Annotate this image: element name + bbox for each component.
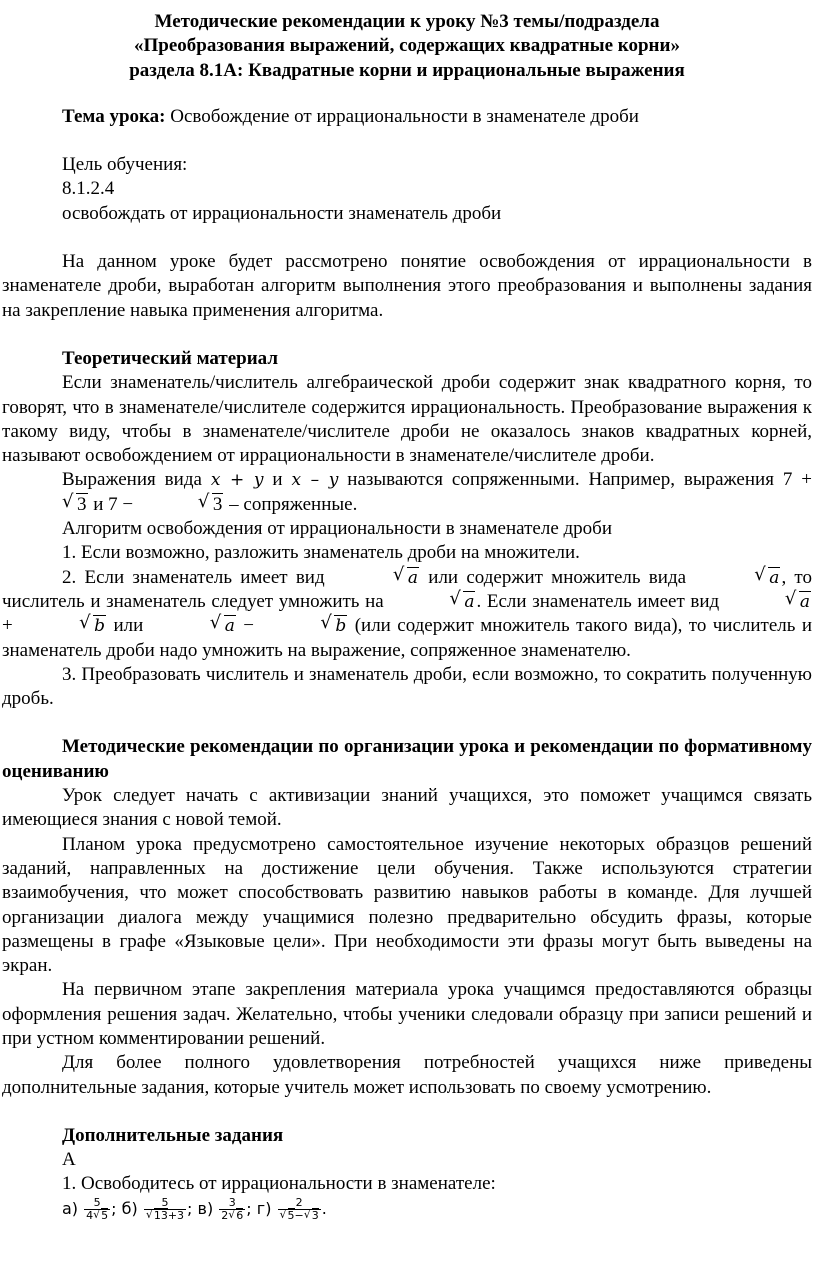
method-paragraph-4: Для более полного удовлетворения потребностей учащихся ниже приведены дополнительные задания, которые учитель может использовать по своему усмотрению. bbox=[2, 1052, 812, 1098]
theory-heading: Теоретический материал bbox=[62, 347, 278, 369]
sqrt-3: √ 3 bbox=[138, 493, 224, 517]
exercise-list: а) $\frac{5}{4√ 5}$ ; б) 5 √ 13+3 ; в) $\frac{3}{2√ 6}$ ; г) 2 √ 5−√ 3 . bbox=[2, 1197, 812, 1222]
title-line-2: «Преобразования выражений, содержащих квадратные корни» bbox=[134, 35, 680, 57]
goal-text: освобождать от иррациональности знаменатель дроби bbox=[62, 202, 502, 224]
algorithm-step-3: 3. Преобразовать числитель и знаменатель дроби, если возможно, то сократить полученную дробь. bbox=[2, 663, 812, 710]
method-paragraph-2: Планом урока предусмотрено самостоятельное изучение некоторых образцов решений заданий, направленных на достижение цели обучения. Также используются стратегии взаимобучения, что может способствовать развитию навыков работы в команде. Для лучшей организации диалога между учащимися полезно предварительно обсудить фразы, которые размещены в графе «Языковые цели». При необходимости эти фразы могут быть выведены на экран. bbox=[2, 833, 812, 977]
fraction-a: $\frac{5}{4√ 5}$ bbox=[84, 1197, 110, 1222]
extra-task-1: 1. Освободитесь от иррациональности в знаменателе: bbox=[62, 1173, 496, 1195]
fraction-b: 5 √ 13+3 bbox=[144, 1197, 186, 1222]
fraction-c: $\frac{3}{2√ 6}$ bbox=[219, 1197, 245, 1222]
algorithm-step-1: 1. Если возможно, разложить знаменатель дроби на множители. bbox=[62, 542, 580, 564]
method-paragraph-1: Урок следует начать с активизации знаний учащихся, это поможет учащимся связать имеющиеся знания с новой темой. bbox=[2, 785, 812, 831]
algorithm-title: Алгоритм освобождения от иррациональности в знаменателе дроби bbox=[62, 518, 613, 540]
algorithm-step-2: 2. Если знаменатель имеет вид √ a или содержит множитель вида √ a , то числитель и знаменатель следует умножить на √ a . Если знаменатель имеет вид √ a + √ b или √ a − √ b (или содержит множитель такого вида), то числитель и знаменатель дроби надо умножить на выражение, сопряженное знаменателю. bbox=[2, 566, 812, 663]
extra-tasks-heading: Дополнительные задания bbox=[62, 1124, 284, 1146]
lesson-topic bbox=[2, 105, 812, 129]
topic-text: Освобождение от иррациональности в знаменателе дроби bbox=[165, 105, 639, 127]
document-title bbox=[2, 10, 812, 83]
goal-label: Цель обучения: bbox=[62, 154, 188, 176]
topic-label: Тема урока: bbox=[62, 105, 166, 127]
document-page bbox=[0, 10, 814, 1222]
theory-paragraph-2: Выражения вида x + y и x – y называются сопряженными. Например, выражения 7 + √ 3 и 7 − √ 3 – сопряженные. bbox=[2, 468, 812, 517]
goal-code: 8.1.2.4 bbox=[62, 178, 115, 200]
title-line-1: Методические рекомендации к уроку №3 темы/подраздела bbox=[154, 11, 660, 32]
fraction-d: 2 √ 5−√ 3 bbox=[278, 1197, 321, 1222]
theory-paragraph-1: Если знаменатель/числитель алгебраической дроби содержит знак квадратного корня, то говорят, что в знаменателе/числителе содержится иррациональность. Преобразование выражения к такому виду, чтобы в знаменателе/числителе дроби не оказалось знаков квадратных корней, называют освобождением от иррациональности в знаменателе/числителе дроби. bbox=[2, 372, 812, 467]
method-heading: Методические рекомендации по организации урока и рекомендации по формативному оцениванию bbox=[2, 736, 812, 782]
sqrt-3: √ 3 bbox=[2, 493, 88, 517]
method-paragraph-3: На первичном этапе закрепления материала урока учащимся предоставляются образцы оформления решения задач. Желательно, чтобы ученики следовали образцу при записи решений и при устном комментировании решений. bbox=[2, 979, 812, 1049]
title-line-3: раздела 8.1А: Квадратные корни и иррациональные выражения bbox=[129, 59, 685, 81]
intro-paragraph: На данном уроке будет рассмотрено понятие освобождения от иррациональности в знаменателе дроби, выработан алгоритм выполнения этого преобразования и выполнены задания на закрепление навыка применения алгоритма. bbox=[2, 251, 812, 321]
extra-level: А bbox=[62, 1149, 76, 1171]
